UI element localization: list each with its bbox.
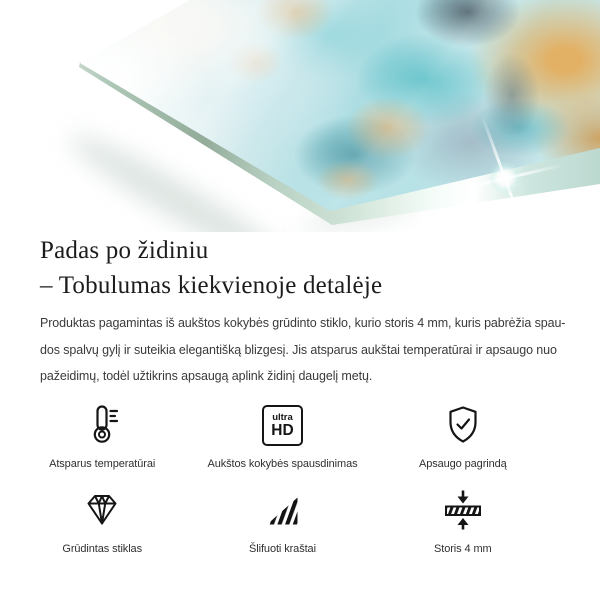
feature-label: Apsaugo pagrindą [418,458,507,470]
feature-thickness [373,486,553,555]
feature-tempered-glass [12,486,192,555]
ultra-hd-icon-text-top: ultra [272,411,293,423]
feature-protects-base [373,401,553,470]
feature-print-quality [192,401,372,470]
description-line: pažeidimų, todėl užtikrins apsaugą aplink židinį daugelį metų. [40,369,373,383]
description-line: Produktas pagamintas iš aukštos kokybės grūdinto stiklo, kurio storis 4 mm, kuris pabrėžia spau- [40,316,566,330]
feature-label: Grūdintas stiklas [62,543,142,555]
feature-label: Atsparus temperatūrai [49,458,156,470]
diamond-icon [79,487,125,533]
page-title [40,233,382,303]
shield-check-icon [441,403,485,447]
feature-heat-resistant [12,401,192,470]
thermometer-icon [79,402,125,448]
feature-label: Storis 4 mm [434,543,492,555]
ultra-hd-icon-text-bottom: HD [271,421,294,439]
feature-label: Aukštos kokybės spausdinimas [207,458,358,470]
feature-label: Šlifuoti kraštai [249,543,316,555]
title-line-1: Padas po židiniu [40,237,209,264]
ultra-hd-icon [262,405,303,446]
product-description [40,310,565,390]
thickness-icon [440,487,486,533]
features-grid [12,401,553,555]
hero-product-photo [0,0,600,232]
polished-edges-icon [260,488,304,532]
title-line-2: – Tobulumas kiekvienoje detalėje [40,272,383,299]
feature-polished-edges [192,486,372,555]
description-line: dos spalvų gylį ir suteikia elegantišką blizgesį. Jis atsparus aukštai temperatūrai ir apsaugo nuo [40,342,557,357]
